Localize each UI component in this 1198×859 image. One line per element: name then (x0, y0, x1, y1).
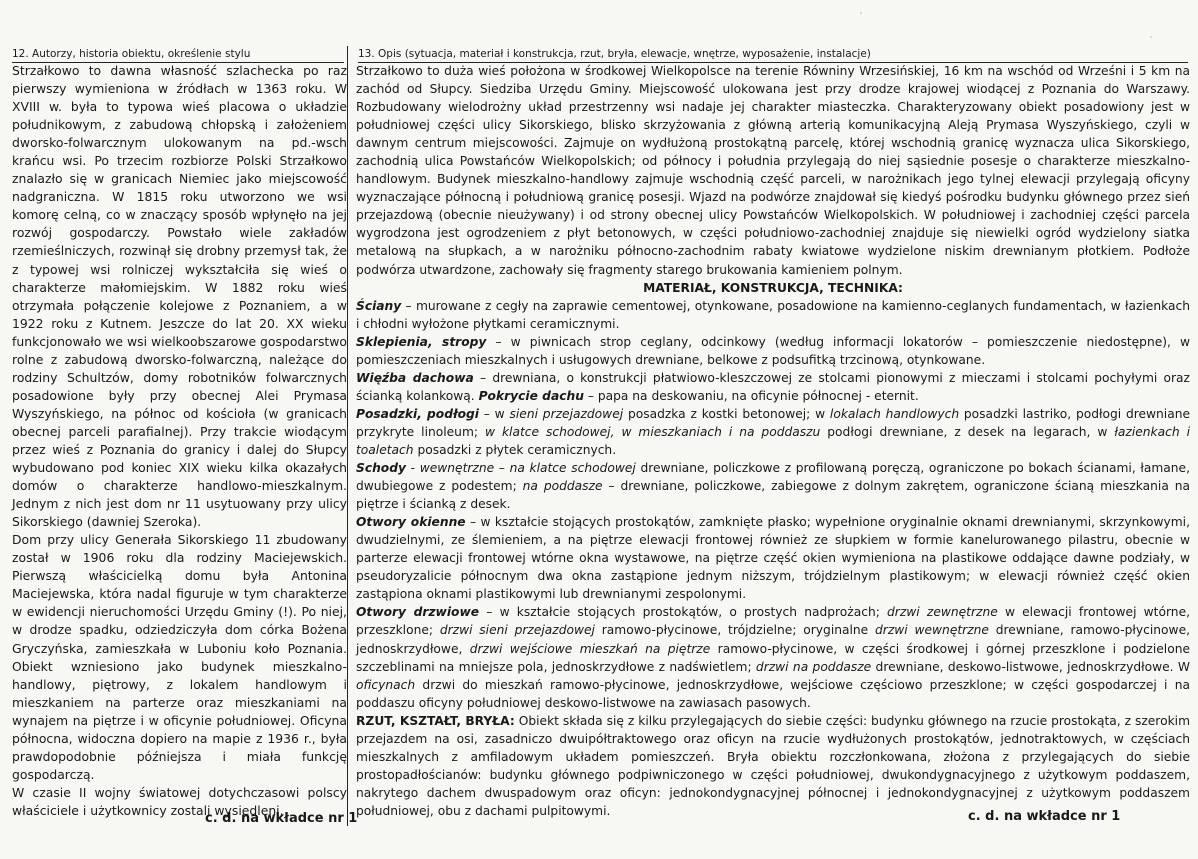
windows-text: – w kształcie stojących prostokątów, zamknięte płasko; wypełnione oryginalnie oknami drewnianymi, skrzynkowymi, dwudzielnymi, ze ślemieniem, a na piętrze elewacji frontowej również ze słupkiem w formie kanelurowanego pilastru, obecnie w parterze elewacji frontowej wtórne okna wystawowe, na piętrze część okien wymieniona na plastikowe oddające dawne podziały, w pseudoryzalicie północnym dwa okna zastąpione jednym niższym, trójdzielnym plastikowym; w elewacji również część okien zastąpiona oknami plastikowymi lub drewnianymi zespolonymi. (356, 515, 1190, 602)
stairs-text-3: – drewniane, policzkowe, zabiegowe z dolnym zakrętem, ograniczone ścianą mieszkania na piętrze i ścianką z desek. (356, 479, 1191, 512)
stairs-italic-2: na poddasze (522, 479, 603, 494)
windows-label: Otwory okienne (356, 515, 466, 530)
roof-truss-text: – drewniana, o konstrukcji płatwiowo-kleszczowej ze stolcami pionowymi z mieczami i stolcami pochyłymi oraz ścianką kolankową. (356, 370, 1190, 403)
left-continuation-note: c. d. na wkładce nr 1 (205, 811, 358, 826)
material-section-title: MATERIAŁ, KONSTRUKCJA, TECHNIKA: (643, 280, 903, 295)
stairs-text-2: drewniane, policzkowe z profilowaną poręczą, ograniczone po bokach ścianami, łamane, dwubiegowe z podestem; (356, 461, 1190, 494)
doors-italic-4: drzwi wejściowe mieszkań na piętrze (469, 641, 711, 656)
history-column (12, 62, 347, 820)
plan-shape-entry (356, 712, 1190, 820)
stairs-text-1: - (405, 461, 420, 476)
stairs-italic-1: wewnętrzne – na klatce schodowej (419, 461, 636, 476)
doors-italic-1: drzwi zewnętrzne (887, 605, 998, 620)
column-divider (347, 46, 348, 826)
doors-entry (356, 603, 1190, 711)
doors-italic-6: oficynach (356, 677, 416, 692)
doors-italic-2: drzwi sieni przejazdowej (439, 623, 595, 638)
roof-truss-label: Więźba dachowa (356, 370, 474, 385)
floors-text-2: posadzka z kostki betonowej; w (623, 406, 830, 421)
floors-label: Posadzki, podłogi (356, 406, 479, 421)
floors-italic-4: łazienkach i toaletach (356, 424, 1190, 457)
roofing-text: – papa na deskowaniu, na oficynie północnej - eternit. (583, 388, 919, 403)
stairs-entry (356, 459, 1190, 513)
stairs-label: Schody (356, 461, 406, 476)
floors-italic-1: sieni przejazdowej (509, 406, 624, 421)
floors-text-5: posadzki z płytek ceramicznych. (413, 442, 617, 457)
floors-entry (356, 405, 1190, 459)
vaults-text: – w piwnicach strop ceglany, odcinkowy (według informacji lokatorów – pomieszczenie niedostępne), w pomieszczeniach mieszkalnych i usługowych drewniane, belkowe z podsufitką trzcinową, otynkowane. (356, 334, 1191, 367)
vaults-label: Sklepienia, stropy (356, 334, 487, 349)
doors-text-1: – w kształcie stojących prostokątów, o prostych nadprożach; (479, 605, 888, 620)
doors-italic-3: drzwi wewnętrzne (875, 623, 989, 638)
right-column-header: 13. Opis (sytuacja, materiał i konstrukcja, rzut, bryła, elewacje, wnętrze, wyposażenie, instalacje) (358, 47, 1188, 63)
doors-label: Otwory drzwiowe (356, 605, 480, 620)
vaults-entry (356, 333, 1190, 369)
scan-speck (860, 12, 862, 14)
floors-text-4: podłogi drewniane, z desek na legarach, w (820, 424, 1115, 439)
roof-truss-entry (356, 369, 1190, 405)
floors-italic-3: w klatce schodowej, w mieszkaniach i na poddaszu (484, 424, 821, 439)
description-column (356, 62, 1190, 820)
history-paragraph-1: Strzałkowo to dawna własność szlachecka po raz pierwszy wymieniona w źródłach w 1363 roku. W XVIII w. była to typowa wieś placowa o układzie południkowym, z zabudową chłopską i założeniem dworsko-folwarcznym ulokowanym na pd.-wsch krańcu wsi. Po trzecim rozbiorze Polski Strzałkowo znalazło się w granicach Niemiec jako miejscowość nadgraniczna. W 1815 roku utworzono we wsi komorę celną, co w znaczący sposób wpłynęło na jej rozwój gospodarczy. Powstało wiele zakładów rzemieślniczych, rozwinął się drobny przemysł tak, że z typowej wsi rolniczej wykształciła się wieś o charakterze małomiejskim. W 1882 roku wieś otrzymała połączenie kolejowe z Poznaniem, a w 1922 roku z Kutnem. Jeszcze do lat 20. XX wieku funkcjonowało we wsi wielkoobszarowe gospodarstwo rolne z zabudową dworsko-folwarczną, należące do rodziny Schultzów, domy robotników folwarcznych posadowione były przy obecnej Alei Prymasa Wyszyńskiego, na północ od kościoła (w granicach obecnej parceli parafialnej). Przy trakcie wiodącym przez wieś z Poznania do granicy i dalej do Słupcy wybudowano pod koniec XIX wieku kilka okazałych domów o charakterze handlowo-mieszkalnym. Jednym z nich jest dom nr 11 usytuowany przy ulicy Sikorskiego (dawniej Szeroka). (12, 63, 347, 530)
roofing-label: Pokrycie dachu (478, 388, 584, 403)
floors-text-3: posadzki lastriko, podłogi drewniane przykryte linoleum; (356, 406, 1191, 439)
windows-entry (356, 513, 1190, 603)
doors-text-2: w elewacji frontowej wtórne, przeszklone; (356, 605, 1190, 638)
doors-text-6: drewniane, deskowo-listwowe, jednoskrzydłowe. W (871, 659, 1190, 674)
doors-text-4: drewniane, ramowo-płycinowe, jednoskrzydłowe, (356, 623, 1190, 656)
floors-italic-2: lokalach handlowych (829, 406, 960, 421)
history-paragraph-2: Dom przy ulicy Generała Sikorskiego 11 zbudowany został w 1906 roku dla rodziny Maciejewskich. Pierwszą właścicielką domu była Antonina Maciejewska, która nadal figuruje w tym charakterze w ewidencji nieruchomości Urzędu Gminy (!). Po niej, w drodze spadku, odziedziczyła dom córka Bożena Gryczyńska, zamieszkała w Luboniu koło Poznania. Obiekt wzniesiono jako budynek mieszkalno-handlowy, piętrowy, z lokalem handlowym i mieszkaniem na parterze oraz mieszkaniami na wynajem na piętrze i w oficynie południowej. Oficyna północna, widoczna dopiero na mapie z 1936 r., była prawdopodobnie późniejsza i miała funkcję gospodarczą. (12, 532, 347, 782)
plan-shape-label: RZUT, KSZTAŁT, BRYŁA: (356, 713, 515, 728)
doors-italic-5: drzwi na poddasze (755, 659, 872, 674)
walls-label: Ściany (356, 298, 402, 313)
scan-speck (1150, 36, 1152, 38)
walls-text: – murowane z cegły na zaprawie cementowej, otynkowane, posadowione na kamienno-ceglanych fundamentach, w łazienkach i chłodni wyłożone płytkami ceramicznymi. (356, 298, 1190, 331)
left-column-header: 12. Autorzy, historia obiektu, określenie stylu (12, 47, 344, 63)
history-paragraph-3: W czasie II wojny światowej dotychczasowi polscy właściciele i użytkownicy zostali wysiedleni. (12, 784, 347, 818)
description-intro: Strzałkowo to duża wieś położona w środkowej Wielkopolsce na terenie Równiny Wrzesińskiej, 16 km na wschód od Wrześni i 5 km na zachód od Słupcy. Siedziba Urzędu Gminy. Miejscowość ulokowana jest przy drodze krajowej wiodącej z Poznania do Warszawy. Rozbudowany wielodrożny układ przestrzenny wsi nadaje jej charakter miasteczka. Charakteryzowany obiekt posadowiony jest w południowej części ulicy Sikorskiego, blisko skrzyżowania z główną arterią komunikacyjną Aleją Prymasa Wyszyńskiego, czyli w dawnym centrum miejscowości. Zajmuje on wydłużoną prostokątną parcelę, której wschodnią granicę wyznacza ulica Sikorskiego, zachodnią ulica Powstańców Wielkopolskich; od północy i południa przylegają do niej sąsiednie posesje o charakterze mieszkalno-handlowym. Budynek mieszkalno-handlowy zajmuje wschodnią część parceli, w narożnikach jego tylnej elewacji przylegają oficyny wyznaczające północną i południową granicę posesji. Wjazd na podwórze znajdował się kiedyś pośrodku budynku głównego przez sień przejazdową (obecnie nieużywany) i od strony obecnej ulicy Powstańców Wielkopolskich. W południowej i zachodniej części parcela wygrodzona jest ogrodzeniem z płyt betonowych, w części południowo-zachodniej znajduje się niewielki ogród wydzielony siatka metalową na słupkach, a w narożniku północno-zachodnim rabaty kwiatowe wydzielone niskim drewnianym płotkiem. Podłoże podwórza utwardzone, zachowały się fragmenty starego brukowania kamieniem polnym. (356, 64, 1190, 277)
walls-entry (356, 297, 1190, 333)
plan-shape-text: Obiekt składa się z kilku przylegających do siebie części: budynku głównego na rzucie prostokąta, z szerokim przejazdem na osi, zasadniczo dwuipółtraktowego oraz oficyn na rzucie wydłużonych prostokątów, jednotraktowych, w częściach mieszkalnych z amfiladowym układem pomieszczeń. Bryła obiektu rozczłonkowana, złożona z przylegających do siebie prostopadłościanów: budynku głównego podpiwniczonego w części południowej, dwukondygnacyjnego z użytkowym poddaszem, nakrytego dachem dwuspadowym oraz oficyn: jednokondygnacyjnej północnej i jednokondygnacyjnej z użytkowym poddaszem południowej, obu z dachami pulpitowymi. (356, 713, 1191, 818)
floors-text-1: – w (478, 406, 510, 421)
doors-text-7: drzwi do mieszkań ramowo-płycinowe, jednoskrzydłowe, wejściowe częściowo przeszklone; w części gospodarczej i na poddaszu oficyny południowej deskowo-listwowe na zawiasach pasowych. (356, 677, 1190, 710)
doors-text-5: ramowo-płycinowe, w części środkowej i górnej przeszklone i podzielone szczeblinami na mniejsze pola, jednoskrzydłowe z nadświetlem; (356, 641, 1190, 674)
doors-text-3: ramowo-płycinowe, trójdzielne; oryginalne (594, 623, 876, 638)
right-continuation-note: c. d. na wkładce nr 1 (968, 809, 1121, 824)
